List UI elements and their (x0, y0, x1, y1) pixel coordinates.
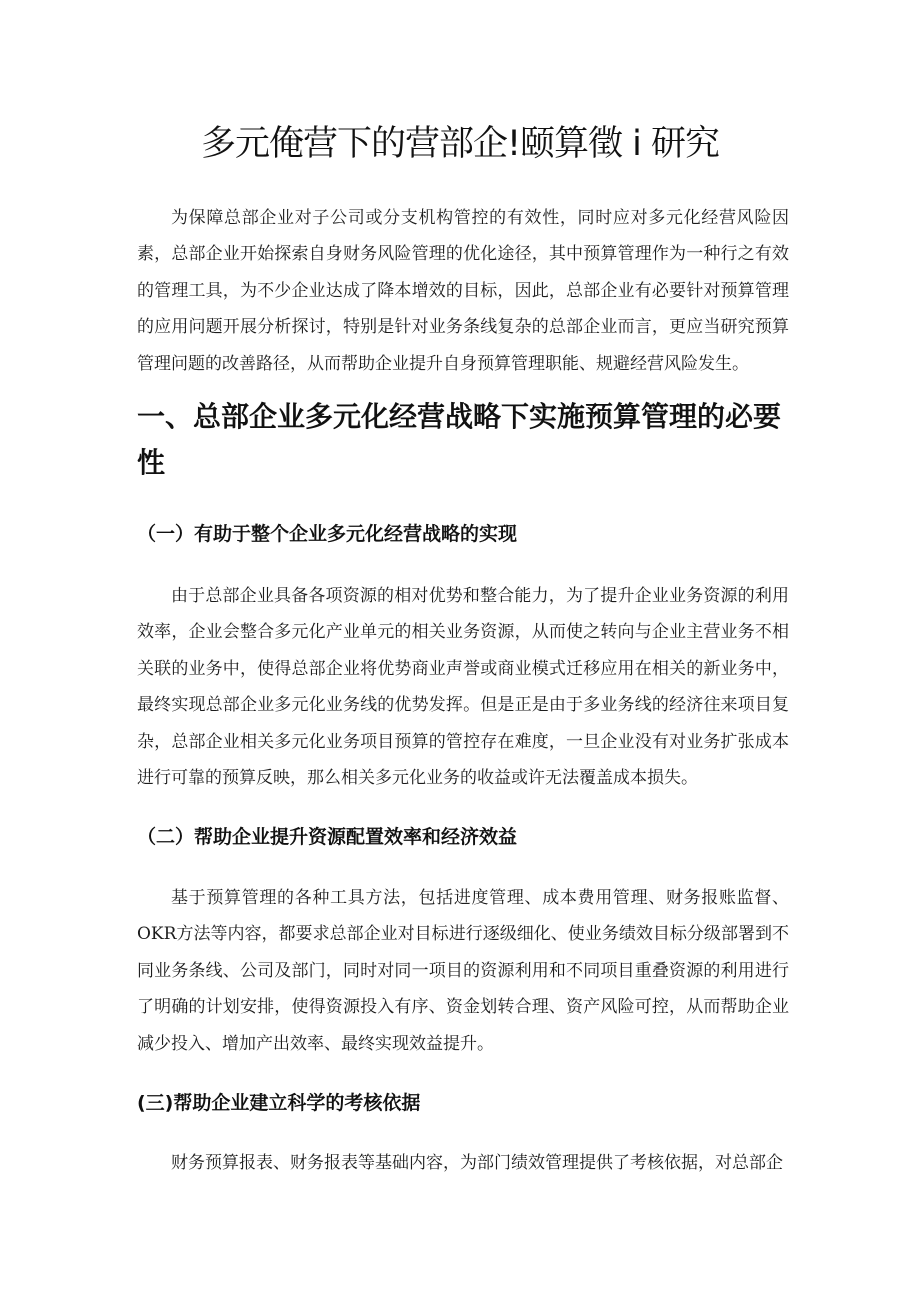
subsection-2-body: 基于预算管理的各种工具方法，包括进度管理、成本费用管理、财务报账监督、OKR方法等内容，都要求总部企业对目标进行逐级细化、使业务绩效目标分级部署到不同业务条线、公司及部门，同时对同一项目的资源利用和不同项目重叠资源的利用进行了明确的计划安排，使得资源投入有序、资金划转合理、资产风险可控，从而帮助企业减少投入、增加产出效率、最终实现效益提升。 (137, 888, 789, 1054)
subsection-1-heading: （一）有助于整个企业多元化经营战略的实现 (137, 523, 518, 545)
intro-paragraph: 为保障总部企业对子公司或分支机构管控的有效性，同时应对多元化经营风险因素，总部企业开始探索自身财务风险管理的优化途径，其中预算管理作为一种行之有效的管理工具，为不少企业达成了降本增效的目标，因此，总部企业有必要针对预算管理的应用问题开展分析探讨，特别是针对业务条线复杂的总部企业而言，更应当研究预算管理问题的改善路径，从而帮助企业提升自身预算管理职能、规避经营风险发生。 (137, 208, 789, 374)
subsection-1-body: 由于总部企业具备各项资源的相对优势和整合能力，为了提升企业业务资源的利用效率，企业会整合多元化产业单元的相关业务资源，从而使之转向与企业主营业务不相关联的业务中，使得总部企业将优势商业声誉或商业模式迁移应用在相关的新业务中，最终实现总部企业多元化业务线的优势发挥。但是正是由于多业务线的经济往来项目复杂，总部企业相关多元化业务项目预算的管控存在难度，一旦企业没有对业务扩张成本进行可靠的预算反映，那么相关多元化业务的收益或许无法覆盖成本损失。 (137, 586, 789, 789)
subsection-3-heading: (三)帮助企业建立科学的考核依据 (137, 1092, 421, 1114)
subsection-2-heading: （二）帮助企业提升资源配置效率和经济效益 (137, 826, 518, 848)
section-1-heading: 一、总部企业多元化经营战略下实施预算管理的必要性 (137, 400, 782, 479)
document-title: 多元俺营下的营部企!颐算徵 i 研究 (200, 124, 719, 164)
subsection-3-body: 财务预算报表、财务报表等基础内容，为部门绩效管理提供了考核依据，对总部企 (171, 1153, 783, 1173)
